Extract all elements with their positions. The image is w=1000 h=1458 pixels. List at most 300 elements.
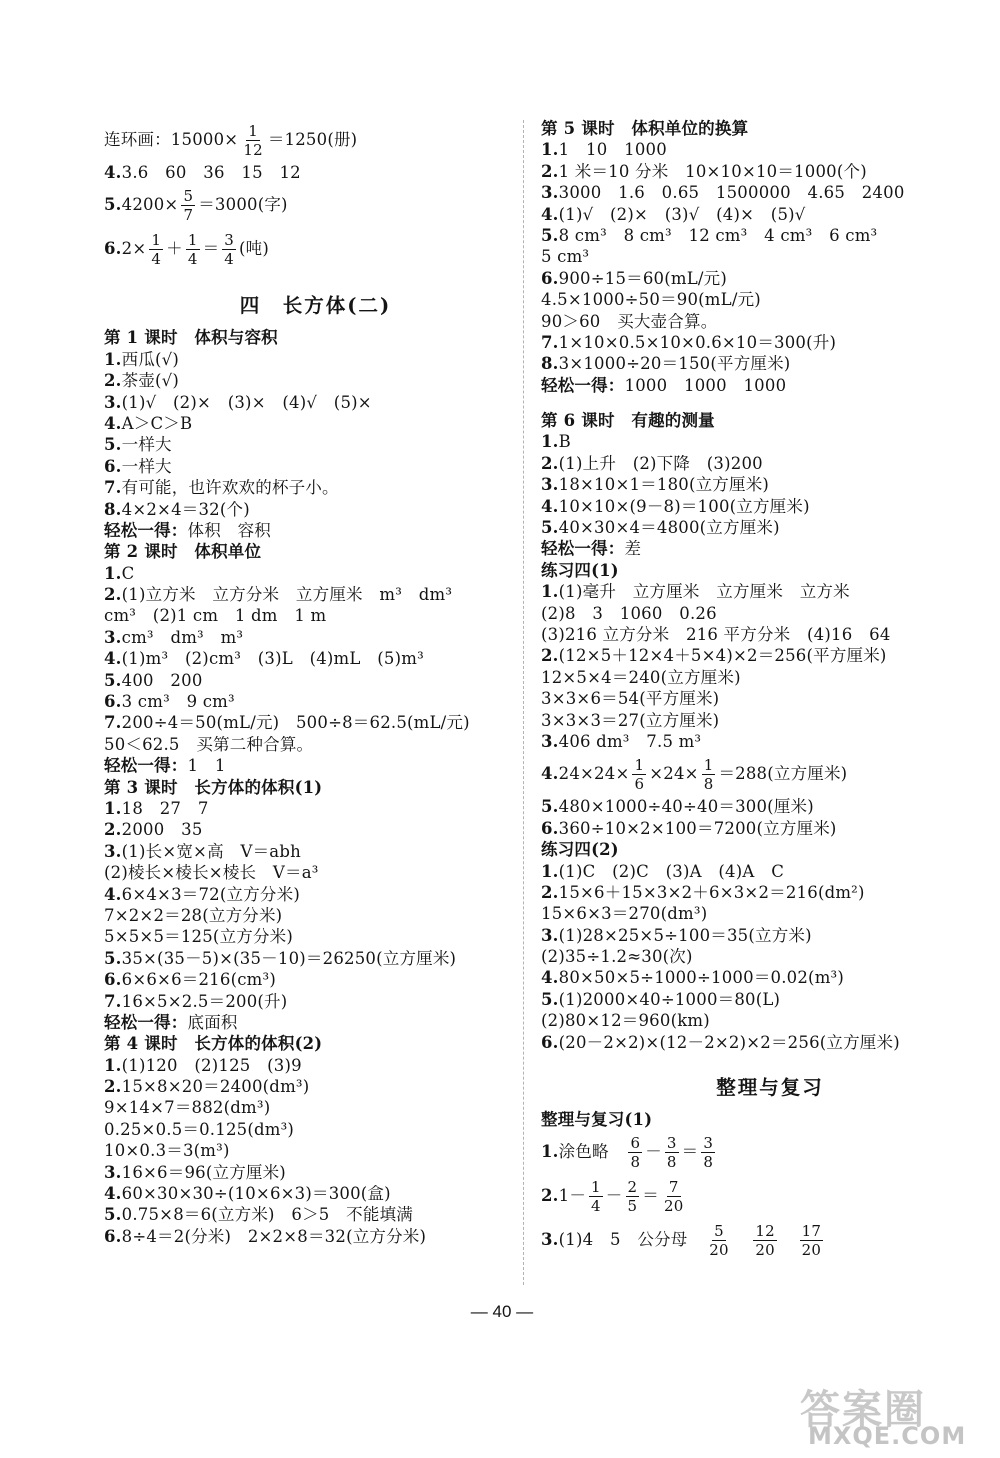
answer-text: 18 27 7 xyxy=(121,798,209,818)
answer-text: 1 1 xyxy=(187,756,226,776)
answer-text: ＝3000(字) xyxy=(198,195,288,215)
answer-line xyxy=(541,1174,981,1218)
denominator: 7 xyxy=(183,206,194,225)
answer-line xyxy=(541,1218,981,1262)
left-column xyxy=(104,118,509,1247)
answer-line xyxy=(104,118,509,162)
answer-text: cm³ (2)1 cm 1 dm 1 m xyxy=(104,606,327,626)
numerator: 3 xyxy=(224,231,235,250)
fraction xyxy=(181,187,195,224)
denominator: 4 xyxy=(151,250,162,269)
item-number: 2. xyxy=(541,453,559,473)
answer-text: (2)8 3 1060 0.26 xyxy=(541,603,717,623)
fraction xyxy=(589,1178,603,1215)
answer-text: 0.75×8＝6(立方米) 6＞5 不能填满 xyxy=(121,1205,413,1225)
item-number: 5. xyxy=(541,225,559,245)
denominator: 8 xyxy=(630,1153,641,1172)
answer-text: ×24× xyxy=(649,764,699,784)
answer-text: 15×8×20＝2400(dm³) xyxy=(121,1077,310,1097)
answer-line xyxy=(104,1204,509,1225)
answer-text: (1)立方米 立方分米 立方厘米 m³ dm³ xyxy=(121,585,453,605)
denominator: 20 xyxy=(663,1197,684,1216)
item-number: 6. xyxy=(104,456,122,476)
answer-line xyxy=(541,353,981,374)
answer-line xyxy=(104,499,509,520)
item-number: 6. xyxy=(104,1226,122,1246)
item-number: 1. xyxy=(104,563,122,583)
answer-line xyxy=(104,392,509,413)
numerator: 1 xyxy=(591,1178,601,1197)
denominator: 8 xyxy=(666,1153,677,1172)
answer-text: (1)毫升 立方厘米 立方厘米 立方米 xyxy=(558,582,850,602)
answer-text: (12×5＋12×4＋5×4)×2＝256(平方厘米) xyxy=(558,646,887,666)
answer-text: 有可能，也许欢欢的杯子小。 xyxy=(121,478,339,498)
item-number: 3. xyxy=(104,392,122,412)
answer-line xyxy=(541,474,981,495)
item-number: 7. xyxy=(541,332,559,352)
answer-line xyxy=(104,905,509,926)
section-heading: 第 1 课时 体积与容积 xyxy=(104,328,278,348)
answer-text: 6×6×6＝216(cm³) xyxy=(121,970,276,990)
answer-text: B xyxy=(558,432,571,452)
answer-text: 3 cm³ 9 cm³ xyxy=(121,692,235,712)
answer-line xyxy=(541,139,981,160)
answer-line xyxy=(541,731,981,752)
answer-text: 茶壶(√) xyxy=(121,371,180,391)
answer-line xyxy=(541,603,981,624)
answer-text: 0.25×0.5＝0.125(dm³) xyxy=(104,1119,295,1139)
answer-text: 1×10×0.5×10×0.6×10＝300(升) xyxy=(558,332,837,352)
section-heading: 第 3 课时 长方体的体积(1) xyxy=(104,777,323,797)
answer-line xyxy=(104,1012,509,1033)
answer-line xyxy=(541,517,981,538)
answer-line xyxy=(104,1183,509,1204)
section-heading: 练习四(2) xyxy=(541,840,619,860)
numerator: 3 xyxy=(666,1134,677,1153)
item-number: 3. xyxy=(104,1162,122,1182)
answer-text: A＞C＞B xyxy=(121,413,193,433)
answer-text: 90＞60 买大壶合算。 xyxy=(541,311,718,331)
item-number: 3. xyxy=(541,183,559,203)
section-heading: 第 6 课时 有趣的测量 xyxy=(541,411,715,431)
answer-line xyxy=(541,289,981,310)
fraction xyxy=(665,1134,679,1171)
denominator: 4 xyxy=(187,250,198,269)
answer-text: (1)2000×40÷1000＝80(L) xyxy=(558,989,781,1009)
answer-text xyxy=(780,1230,797,1249)
item-number: 5. xyxy=(541,518,559,538)
answer-text: 24×24× xyxy=(558,764,630,784)
answer-text: 40×30×4＝4800(立方厘米) xyxy=(558,518,780,538)
answer-line xyxy=(541,225,981,246)
answer-line xyxy=(541,268,981,289)
fraction xyxy=(702,756,716,793)
item-number: 6. xyxy=(104,970,122,990)
answer-line xyxy=(104,183,509,227)
watermark-logo: 答案圈 xyxy=(800,1387,926,1433)
item-number: 4. xyxy=(104,649,122,669)
item-number: 7. xyxy=(104,991,122,1011)
answer-line xyxy=(104,734,509,755)
answer-text: (吨) xyxy=(239,239,270,259)
answer-line xyxy=(541,861,981,882)
answer-text: 900÷15＝60(mL/元) xyxy=(558,268,727,288)
item-number: 3. xyxy=(541,925,559,945)
answer-text: 2× xyxy=(121,239,147,259)
answer-text: 1 10 1000 xyxy=(558,140,667,160)
section-heading: 第 2 课时 体积单位 xyxy=(104,542,262,562)
answer-line xyxy=(104,605,509,626)
answer-text: ＝ xyxy=(681,1142,699,1162)
item-number: 1. xyxy=(541,1142,559,1162)
numerator: 6 xyxy=(630,1134,641,1153)
answer-line xyxy=(541,332,981,353)
item-number: 4. xyxy=(104,884,122,904)
item-number: 2. xyxy=(104,1077,122,1097)
fraction xyxy=(800,1222,824,1259)
numerator: 5 xyxy=(714,1222,724,1241)
item-number: 1. xyxy=(541,140,559,160)
item-number: 3. xyxy=(104,627,122,647)
answer-line xyxy=(104,691,509,712)
answer-line xyxy=(541,796,981,817)
answer-line xyxy=(541,818,981,839)
answer-line xyxy=(541,538,981,559)
answer-text: (1)上升 (2)下降 (3)200 xyxy=(558,453,763,473)
denominator: 4 xyxy=(224,250,235,269)
item-number: 7. xyxy=(104,478,122,498)
answer-line xyxy=(104,712,509,733)
answer-line xyxy=(104,841,509,862)
answer-text: 480×1000÷40÷40＝300(厘米) xyxy=(558,797,814,817)
answer-text: (2)35÷1.2≈30(次) xyxy=(541,947,693,967)
denominator: 8 xyxy=(703,775,714,794)
item-number: 4. xyxy=(541,968,559,988)
item-number: 5. xyxy=(541,797,559,817)
item-number: 6. xyxy=(104,692,122,712)
answer-line xyxy=(104,584,509,605)
answer-line xyxy=(541,667,981,688)
denominator: 20 xyxy=(801,1241,822,1260)
section-heading: 练习四(1) xyxy=(541,560,619,580)
answer-text: 406 dm³ 7.5 m³ xyxy=(558,731,702,751)
item-number: 4. xyxy=(541,496,559,516)
answer-text: 西瓜(√) xyxy=(121,349,180,369)
answer-text: 80×50×5÷1000÷1000＝0.02(m³) xyxy=(558,968,844,988)
answer-line xyxy=(541,182,981,203)
answer-line xyxy=(541,1130,981,1174)
answer-line xyxy=(541,710,981,731)
numerator: 1 xyxy=(634,756,645,775)
answer-line xyxy=(541,645,981,666)
answer-line xyxy=(104,413,509,434)
answer-text: 3.6 60 36 15 12 xyxy=(121,163,301,182)
item-number: 3. xyxy=(104,841,122,861)
answer-text: 18×10×1＝180(立方厘米) xyxy=(558,475,770,495)
item-number: 1. xyxy=(104,349,122,369)
answer-text: (1)4 5 公分母 xyxy=(558,1230,705,1250)
page-number: — 40 — xyxy=(470,1302,534,1321)
fraction xyxy=(186,231,200,268)
chapter-title: 整理与复习 xyxy=(716,1076,824,1100)
answer-text: ＋ xyxy=(166,239,183,259)
answer-text: 2000 35 xyxy=(121,820,203,840)
bonus-label: 轻松一得： xyxy=(104,1012,188,1032)
answer-text: ＝ xyxy=(202,239,220,259)
answer-line xyxy=(541,581,981,602)
section-heading: 第 4 课时 长方体的体积(2) xyxy=(104,1034,323,1054)
answer-line xyxy=(541,925,981,946)
section-heading: 整理与复习(1) xyxy=(541,1110,653,1130)
numerator: 1 xyxy=(703,756,714,775)
answer-text: ＝1250(册) xyxy=(267,130,358,149)
answer-text: 4×2×4＝32(个) xyxy=(121,499,250,519)
bonus-label: 轻松一得： xyxy=(541,375,625,395)
answer-line xyxy=(104,370,509,391)
answer-line xyxy=(104,969,509,990)
answer-line xyxy=(541,1032,981,1053)
answer-line xyxy=(541,989,981,1010)
answer-text: 一样大 xyxy=(121,435,172,455)
answer-line xyxy=(104,884,509,905)
answer-text: (1)√ (2)× (3)√ (4)× (5)√ xyxy=(558,204,806,224)
answer-text: 一样大 xyxy=(121,456,172,476)
answer-text: 50＜62.5 买第二种合算。 xyxy=(104,734,314,754)
answer-line xyxy=(104,1226,509,1247)
fraction xyxy=(753,1222,777,1259)
answer-text: cm³ dm³ m³ xyxy=(121,627,244,647)
answer-line xyxy=(104,1076,509,1097)
item-number: 4. xyxy=(104,1184,122,1204)
answer-text: 10×10×(9－8)＝100(立方厘米) xyxy=(558,496,810,516)
fraction xyxy=(701,1134,715,1171)
item-number: 2. xyxy=(104,820,122,840)
denominator: 5 xyxy=(627,1197,638,1216)
answer-text: 7×2×2＝28(立方分米) xyxy=(104,905,283,925)
answer-line xyxy=(541,967,981,988)
answer-line xyxy=(541,311,981,332)
fraction xyxy=(632,756,646,793)
item-number: 2. xyxy=(104,371,122,391)
fraction xyxy=(222,231,236,268)
answer-line xyxy=(104,1055,509,1076)
answer-text: 5×5×5＝125(立方分米) xyxy=(104,927,294,947)
answer-text: 400 200 xyxy=(121,670,203,690)
answer-line xyxy=(104,434,509,455)
answer-text: 3×3×6＝54(平方厘米) xyxy=(541,689,720,709)
item-number: 2. xyxy=(541,882,559,902)
answer-line xyxy=(104,477,509,498)
item-number: 5. xyxy=(104,670,122,690)
denominator: 12 xyxy=(243,141,263,159)
item-number: 4. xyxy=(541,764,559,784)
answer-text: 体积 容积 xyxy=(187,520,271,540)
answer-text: 1－ xyxy=(558,1186,587,1206)
item-number: 7. xyxy=(104,713,122,733)
answer-text: (1)m³ (2)cm³ (3)L (4)mL (5)m³ xyxy=(121,649,424,669)
answer-text: 9×14×7＝882(dm³) xyxy=(104,1098,271,1118)
answer-line xyxy=(104,227,509,271)
answer-text: (1)28×25×5÷100＝35(立方米) xyxy=(558,925,812,945)
watermark-text: MXQE.COM xyxy=(808,1422,967,1450)
numerator: 1 xyxy=(187,231,198,250)
answer-line xyxy=(541,496,981,517)
item-number: 4. xyxy=(541,204,559,224)
item-number: 1. xyxy=(541,432,559,452)
answer-line xyxy=(541,882,981,903)
item-number: 6. xyxy=(541,1032,559,1052)
answer-line xyxy=(541,246,981,267)
answer-line xyxy=(104,798,509,819)
answer-text xyxy=(734,1230,751,1249)
answer-line xyxy=(541,946,981,967)
item-number: 6. xyxy=(541,268,559,288)
answer-text: 3×3×3＝27(立方厘米) xyxy=(541,710,720,730)
answer-text: (1)长×宽×高 V＝abh xyxy=(121,841,301,861)
fraction xyxy=(662,1178,686,1215)
answer-text: 底面积 xyxy=(187,1012,238,1032)
answer-line xyxy=(104,627,509,648)
answer-text: ＝ xyxy=(642,1186,659,1206)
fraction xyxy=(626,1178,640,1215)
answer-text: 4200× xyxy=(121,195,179,215)
item-number: 3. xyxy=(541,731,559,751)
item-number: 6. xyxy=(104,239,122,259)
bonus-label: 轻松一得： xyxy=(104,520,188,540)
answer-line xyxy=(104,1119,509,1140)
answer-text: 3×1000÷20＝150(平方厘米) xyxy=(558,354,791,374)
item-number: 2. xyxy=(541,1186,559,1206)
answer-text: ＝288(立方厘米) xyxy=(718,764,848,784)
watermark xyxy=(790,1378,990,1453)
answer-line xyxy=(541,903,981,924)
numerator: 17 xyxy=(801,1222,822,1241)
answer-line xyxy=(104,926,509,947)
answer-text: 3000 1.6 0.65 1500000 4.65 2400 xyxy=(558,183,905,203)
answer-line xyxy=(541,752,981,796)
item-number: 8. xyxy=(104,499,122,519)
item-number: 5. xyxy=(104,195,122,215)
answer-line xyxy=(104,991,509,1012)
answer-text: 10×0.3＝3(m³) xyxy=(104,1141,230,1161)
item-number: 1. xyxy=(104,798,122,818)
answer-text: (1)120 (2)125 (3)9 xyxy=(121,1055,302,1075)
denominator: 20 xyxy=(755,1241,775,1260)
right-column xyxy=(541,118,981,1262)
fraction xyxy=(628,1134,642,1171)
answer-text: 15×6＋15×3×2＋6×3×2＝216(dm²) xyxy=(558,882,865,902)
page-number-value: 40 xyxy=(492,1302,512,1321)
answer-text: (1)C (2)C (3)A (4)A C xyxy=(558,861,785,881)
item-number: 1. xyxy=(541,582,559,602)
item-number: 5. xyxy=(104,1205,122,1225)
numerator: 1 xyxy=(248,122,258,140)
answer-text: 8 cm³ 8 cm³ 12 cm³ 4 cm³ 6 cm³ xyxy=(558,225,878,245)
bonus-label: 轻松一得： xyxy=(541,539,625,559)
answer-text: 1000 1000 1000 xyxy=(624,375,787,395)
answer-line xyxy=(104,1140,509,1161)
answer-text: － xyxy=(645,1142,662,1162)
divider xyxy=(523,120,524,1285)
chapter-title: 四 长方体(二) xyxy=(239,294,392,318)
item-number: 4. xyxy=(104,163,122,182)
item-number: 2. xyxy=(541,646,559,666)
numerator: 12 xyxy=(755,1222,775,1241)
answer-line xyxy=(104,1162,509,1183)
answer-text: (3)216 立方分米 216 平方分米 (4)16 64 xyxy=(541,624,891,644)
answer-text: 12×5×4＝240(立方厘米) xyxy=(541,667,741,687)
answer-line xyxy=(104,862,509,883)
answer-text: 60×30×30÷(10×6×3)＝300(盒) xyxy=(121,1184,391,1204)
denominator: 8 xyxy=(703,1153,714,1172)
answer-text: 连环画：15000× xyxy=(104,130,239,149)
item-number: 5. xyxy=(541,989,559,1009)
numerator: 7 xyxy=(668,1178,679,1197)
item-number: 2. xyxy=(541,161,559,181)
answer-text: C xyxy=(121,563,135,583)
answer-line xyxy=(104,670,509,691)
answer-line xyxy=(104,948,509,969)
answer-line xyxy=(541,624,981,645)
answer-text: (20－2×2)×(12－2×2)×2＝256(立方厘米) xyxy=(558,1032,900,1052)
answer-text: 200÷4＝50(mL/元) 500÷8＝62.5(mL/元) xyxy=(121,713,470,733)
answer-line xyxy=(104,349,509,370)
answer-line xyxy=(541,431,981,452)
answer-line xyxy=(104,1097,509,1118)
answer-text: － xyxy=(605,1186,623,1206)
item-number: 4. xyxy=(104,413,122,433)
item-number: 1. xyxy=(541,861,559,881)
fraction xyxy=(707,1222,731,1259)
answer-line xyxy=(104,520,509,541)
denominator: 20 xyxy=(709,1241,729,1260)
answer-line xyxy=(104,755,509,776)
item-number: 3. xyxy=(541,1230,559,1250)
answer-text: (2)80×12＝960(km) xyxy=(541,1011,710,1031)
item-number: 2. xyxy=(104,585,122,605)
answer-text: (1)√ (2)× (3)× (4)√ (5)× xyxy=(121,392,372,412)
item-number: 1. xyxy=(104,1055,122,1075)
answer-text: 4.5×1000÷50＝90(mL/元) xyxy=(541,290,761,310)
fraction xyxy=(149,231,163,268)
answer-line xyxy=(104,819,509,840)
answer-line xyxy=(541,161,981,182)
answer-text: (2)棱长×棱长×棱长 V＝a³ xyxy=(104,863,319,883)
denominator: 6 xyxy=(634,775,645,794)
answer-text: 360÷10×2×100＝7200(立方厘米) xyxy=(558,818,837,838)
answer-line xyxy=(541,453,981,474)
answer-line xyxy=(541,1010,981,1031)
answer-line xyxy=(541,688,981,709)
answer-line xyxy=(104,563,509,584)
answer-line xyxy=(104,648,509,669)
answer-text: 15×6×3＝270(dm³) xyxy=(541,904,708,924)
answer-text: 5 cm³ xyxy=(541,247,590,267)
answer-text: 6×4×3＝72(立方分米) xyxy=(121,884,300,904)
answer-text: 35×(35－5)×(35－10)＝26250(立方厘米) xyxy=(121,948,457,968)
answer-line xyxy=(541,204,981,225)
item-number: 5. xyxy=(104,948,122,968)
fraction xyxy=(241,122,265,159)
answer-line xyxy=(104,162,509,183)
numerator: 2 xyxy=(627,1178,638,1197)
section-heading: 第 5 课时 体积单位的换算 xyxy=(541,119,749,138)
answer-text: 16×5×2.5＝200(升) xyxy=(121,991,288,1011)
numerator: 1 xyxy=(151,231,162,250)
item-number: 3. xyxy=(541,475,559,495)
answer-text: 涂色略 xyxy=(558,1142,626,1162)
item-number: 5. xyxy=(104,435,122,455)
